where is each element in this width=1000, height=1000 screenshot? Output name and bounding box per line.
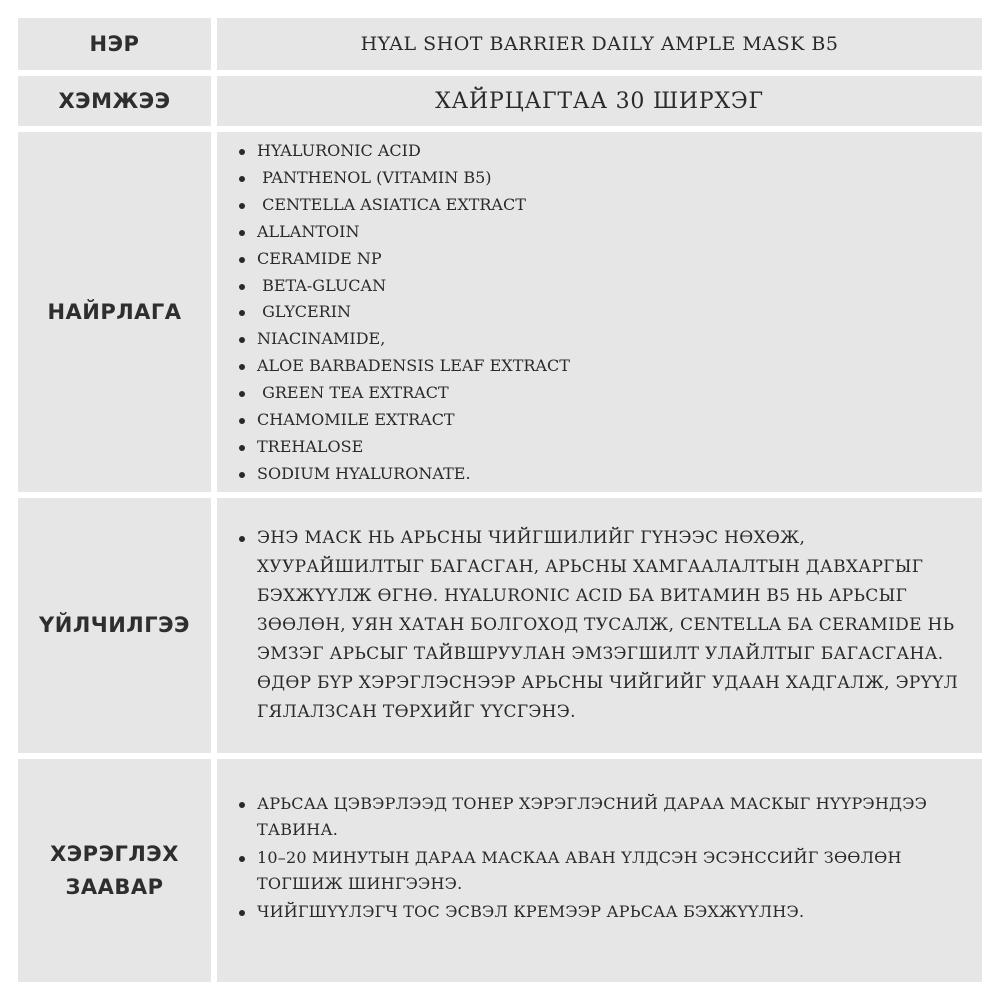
usage-label-line1: ХЭРЭГЛЭХ xyxy=(50,841,179,866)
usage-label-line2: ЗААВАР xyxy=(65,874,164,899)
ingredient-item: HYALURONIC ACID xyxy=(237,138,982,165)
name-value-cell xyxy=(217,18,982,70)
ingredient-item: ALLANTOIN xyxy=(237,219,982,246)
usage-label-cell xyxy=(18,759,211,982)
usage-step: 10–20 МИНУТЫН ДАРАА МАСКАА АВАН ҮЛДСЭН ЭСЭНССИЙГ ЗӨӨЛӨН ТОГШИЖ ШИНГЭЭНЭ. xyxy=(237,845,974,897)
ingredient-item: ALOE BARBADENSIS LEAF EXTRACT xyxy=(237,353,982,380)
ingredient-item: NIACINAMIDE, xyxy=(237,326,982,353)
effect-label: ҮЙЛЧИЛГЭЭ xyxy=(39,613,190,637)
ingredients-label: НАЙРЛАГА xyxy=(47,299,182,324)
effect-text: ЭНЭ МАСК НЬ АРЬСНЫ ЧИЙГШИЛИЙГ ГҮНЭЭС НӨХӨЖ, ХУУРАЙШИЛТЫГ БАГАСГАН, АРЬСНЫ ХАМГААЛАЛТЫН ДАВХАРГЫГ БЭХЖҮҮЛЖ ӨГНӨ. HYALURONIC ACID БА ВИТАМИН B5 НЬ АРЬСЫГ ЗӨӨЛӨН, УЯН ХАТАН БОЛГОХОД ТУСАЛЖ, CENTELLA БА CERAMIDE НЬ ЭМЗЭГ АРЬСЫГ ТАЙВШРУУЛАН ЭМЗЭГШИЛТ УЛАЙЛТЫГ БАГАСГАНА. ӨДӨР БҮР ХЭРЭГЛЭСНЭЭР АРЬСНЫ ЧИЙГИЙГ УДААН ХАДГАЛЖ, ЭРҮҮЛ ГЯЛАЛЗСАН ТӨРХИЙГ ҮҮСГЭНЭ. xyxy=(237,524,974,727)
ingredients-value-cell xyxy=(217,132,982,492)
usage-step: АРЬСАА ЦЭВЭРЛЭЭД ТОНЕР ХЭРЭГЛЭСНИЙ ДАРАА МАСКЫГ НҮҮРЭНДЭЭ ТАВИНА. xyxy=(237,791,974,843)
size-label: ХЭМЖЭЭ xyxy=(58,88,171,113)
ingredient-item: PANTHENOL (VITAMIN B5) xyxy=(237,165,982,192)
usage-value-cell xyxy=(217,759,982,982)
usage-list xyxy=(237,791,974,925)
ingredient-item: CHAMOMILE EXTRACT xyxy=(237,407,982,434)
ingredient-item: CENTELLA ASIATICA EXTRACT xyxy=(237,192,982,219)
name-label-cell xyxy=(18,18,211,70)
ingredient-item: CERAMIDE NP xyxy=(237,246,982,273)
product-name: HYAL SHOT BARRIER DAILY AMPLE MASK B5 xyxy=(360,33,839,55)
ingredients-list xyxy=(237,138,982,488)
ingredient-item: SODIUM HYALURONATE. xyxy=(237,461,982,488)
effect-list xyxy=(237,524,974,727)
name-label: НЭР xyxy=(89,31,140,56)
size-label-cell xyxy=(18,76,211,126)
size-value-cell xyxy=(217,76,982,126)
ingredients-label-cell xyxy=(18,132,211,492)
ingredient-item: BETA-GLUCAN xyxy=(237,273,982,300)
ingredient-item: GLYCERIN xyxy=(237,299,982,326)
ingredient-item: GREEN TEA EXTRACT xyxy=(237,380,982,407)
effect-label-cell xyxy=(18,498,211,753)
effect-value-cell xyxy=(217,498,982,753)
ingredient-item: TREHALOSE xyxy=(237,434,982,461)
size-value: ХАЙРЦАГТАА 30 ШИРХЭГ xyxy=(435,88,764,114)
usage-step: ЧИЙГШҮҮЛЭГЧ ТОС ЭСВЭЛ КРЕМЭЭР АРЬСАА БЭХЖҮҮЛНЭ. xyxy=(237,899,974,925)
